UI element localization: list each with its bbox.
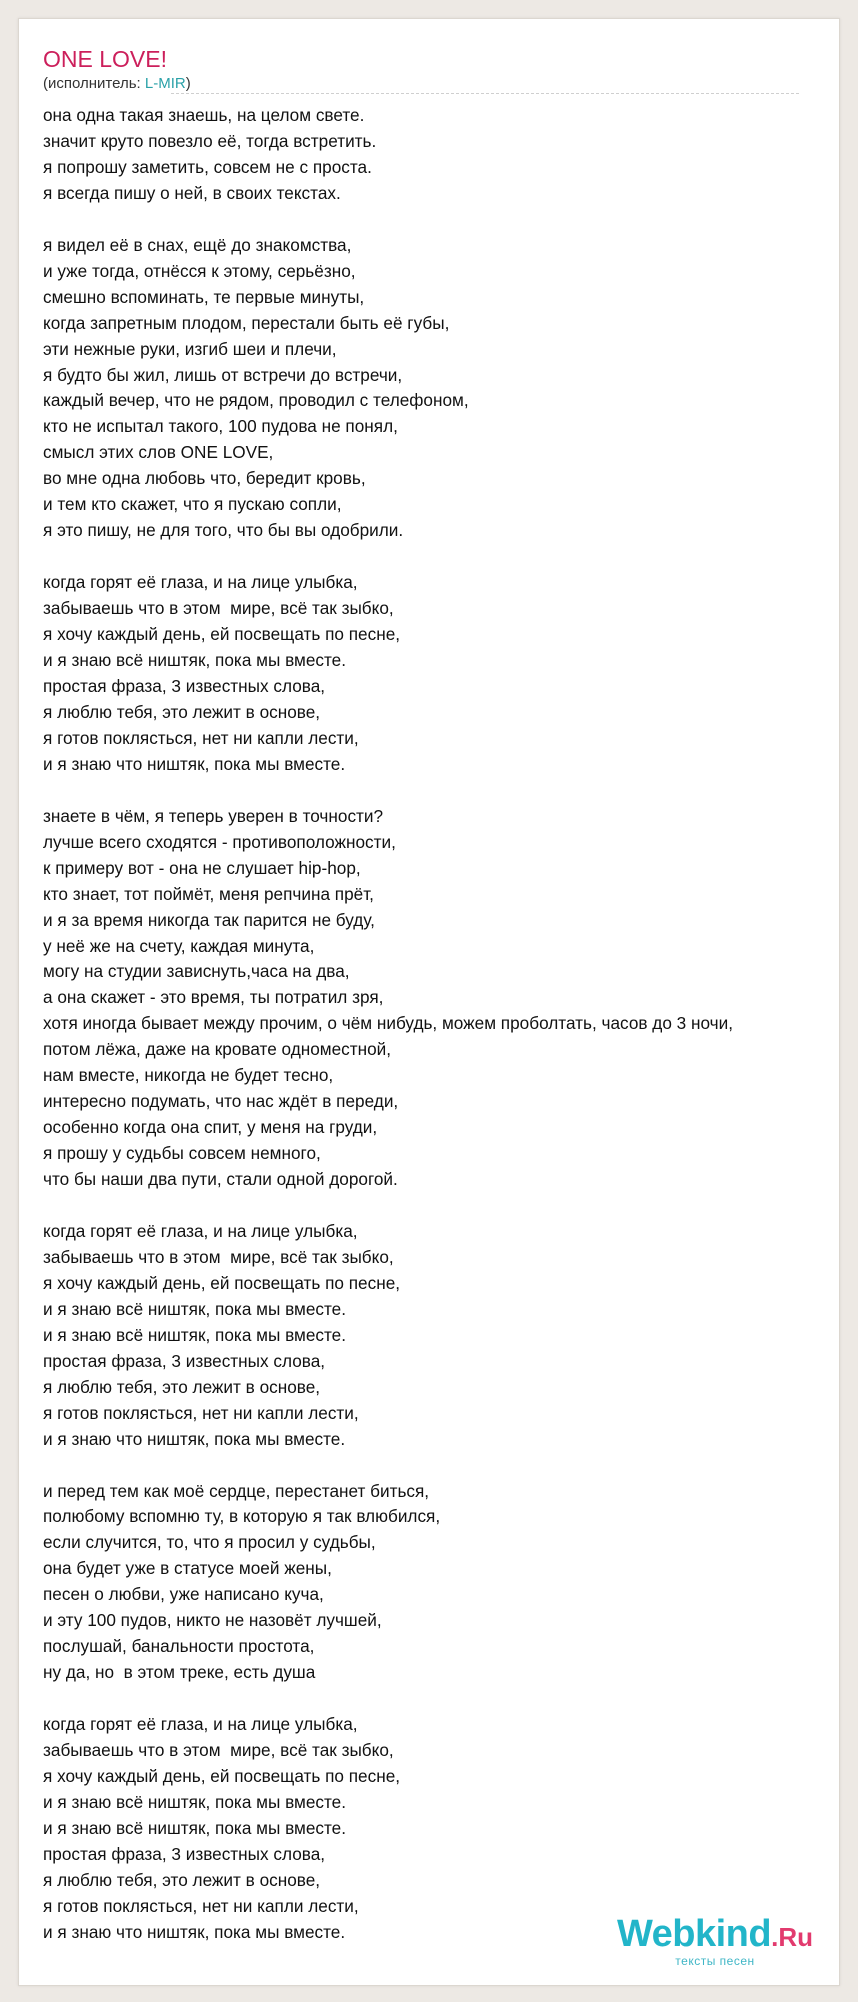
logo-tld: .Ru [771, 1922, 813, 1952]
byline-prefix: (исполнитель: [43, 75, 145, 92]
song-title: ONE LOVE! [43, 46, 167, 72]
artist-byline [43, 75, 191, 93]
logo-tagline: тексты песен [675, 1954, 755, 1968]
title-divider [171, 93, 799, 94]
lyrics-card [18, 18, 840, 1986]
site-logo[interactable] [617, 1915, 813, 1967]
byline-suffix: ) [185, 75, 191, 92]
lyrics-text: она одна такая знаешь, на целом свете. значит круто повезло её, тогда встретить. я попрошу заметить, совсем не с проста. я всегда пишу о ней, в своих текстах. я видел её в снах, ещё до знакомства, и уже тогда, отнёсся к этому, серьёзно, смешно вспоминать, те первые минуты, когда запретным плодом, перестали быть её губы, эти нежные руки, изгиб шеи и плечи, я будто бы жил, лишь от встречи до встречи, каждый вечер, что не рядом, проводил с телефоном, кто не испытал такого, 100 пудова не понял, смысл этих слов ONE LOVE, во мне одна любовь что, бередит кровь, и тем кто скажет, что я пускаю сопли, я это пишу, не для того, что бы вы одобрили. когда горят её глаза, и на лице улыбка, забываешь что в этом мире, всё так зыбко, я хочу каждый день, ей посвещать по песне, и я знаю всё ништяк, пока мы вместе. простая фраза, 3 известных слова, я люблю тебя, это лежит в основе, я готов поклясться, нет ни капли лести, и я знаю что ништяк, пока мы вместе. знаете в чём, я теперь уверен в точности? лучше всего сходятся - противоположности, к примеру вот - она не слушает hip-hop, кто знает, тот поймёт, меня репчина прёт, и я за время никогда так парится не буду, у неё же на счету, каждая минута, могу на студии зависнуть,часа на два, а она скажет - это время, ты потратил зря, хотя иногда бывает между прочим, о чём нибудь, можем проболтать, часов до 3 ночи, потом лёжа, даже на кровате одноместной, нам вместе, никогда не будет тесно, интересно подумать, что нас ждёт в переди, особенно когда она спит, у меня на груди, я прошу у судьбы совсем немного, что бы наши два пути, стали одной дорогой. когда горят её глаза, и на лице улыбка, забываешь что в этом мире, всё так зыбко, я хочу каждый день, ей посвещать по песне, и я знаю всё ништяк, пока мы вместе. и я знаю всё ништяк, пока мы вместе. простая фраза, 3 известных слова, я люблю тебя, это лежит в основе, я готов поклясться, нет ни капли лести, и я знаю что ништяк, пока мы вместе. и перед тем как моё сердце, перестанет биться, полюбому вспомню ту, в которую я так влюбился, если случится, то, что я просил у судьбы, она будет уже в статусе моей жены, песен о любви, уже написано куча, и эту 100 пудов, никто не назовёт лучшей, послушай, банальности простота, ну да, но в этом треке, есть душа когда горят её глаза, и на лице улыбка, забываешь что в этом мире, всё так зыбко, я хочу каждый день, ей посвещать по песне, и я знаю всё ништяк, пока мы вместе. и я знаю всё ништяк, пока мы вместе. простая фраза, 3 известных слова, я люблю тебя, это лежит в основе, я готов поклясться, нет ни капли лести, и я знаю что ништяк, пока мы вместе. [43, 105, 733, 1942]
logo-word: Webkind [616, 1913, 772, 1955]
artist-link[interactable]: L-MIR [144, 75, 186, 92]
